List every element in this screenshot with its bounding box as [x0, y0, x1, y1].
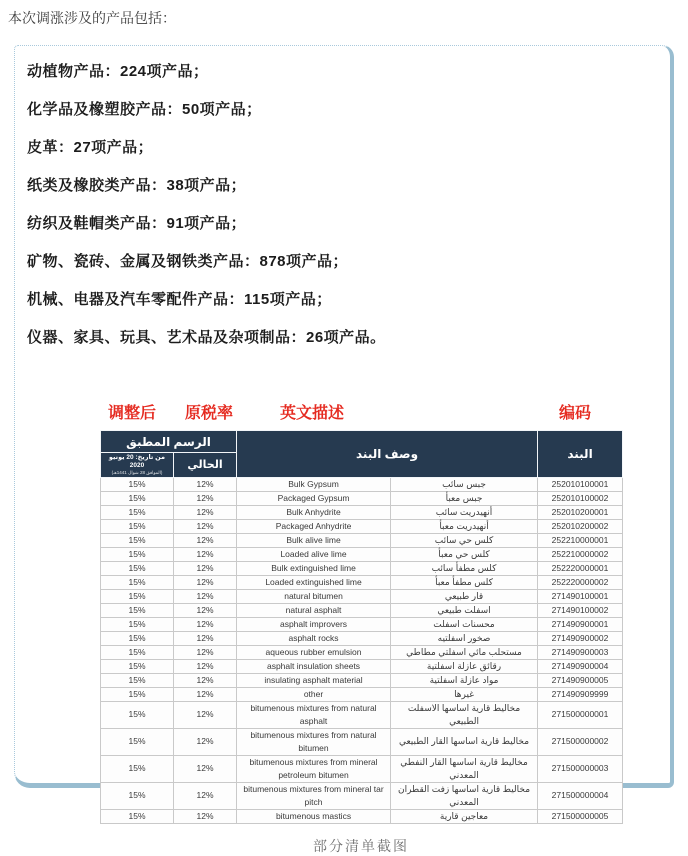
cell-old-rate: 12% [174, 505, 237, 519]
cell-arabic-description: جبس سائب [391, 477, 538, 491]
summary-item: 机械、电器及汽车零配件产品：115项产品； [27, 291, 332, 308]
cell-old-rate: 12% [174, 589, 237, 603]
cell-english-description: natural bitumen [237, 589, 391, 603]
cell-old-rate: 12% [174, 533, 237, 547]
cell-old-rate: 12% [174, 701, 237, 728]
summary-item: 纸类及橡胶类产品：38项产品； [27, 177, 247, 194]
summary-item: 皮革：27项产品； [27, 139, 154, 156]
summary-item: 矿物、瓷砖、金属及钢铁类产品：878项产品； [27, 253, 349, 270]
cell-item-code: 271490900002 [538, 631, 623, 645]
annotation-labels [100, 400, 622, 430]
cell-item-code: 252010100002 [538, 491, 623, 505]
cell-old-rate: 12% [174, 547, 237, 561]
annotation-original-rate: 原税率 [185, 405, 234, 422]
cell-old-rate: 12% [174, 631, 237, 645]
cell-new-rate: 15% [101, 687, 174, 701]
cell-old-rate: 12% [174, 561, 237, 575]
cell-item-code: 271490900003 [538, 645, 623, 659]
table-row [101, 505, 623, 519]
header-item-code: البند [538, 431, 623, 478]
cell-english-description: Bulk alive lime [237, 533, 391, 547]
table-row [101, 755, 623, 782]
cell-item-code: 271490900001 [538, 617, 623, 631]
cell-arabic-description: معاجين قارية [391, 809, 538, 823]
cell-new-rate: 15% [101, 673, 174, 687]
table-row [101, 589, 623, 603]
table-row [101, 491, 623, 505]
header-applied-fee: الرسم المطبق [101, 431, 237, 453]
cell-english-description: bitumenous mixtures from mineral tar pitch [237, 782, 391, 809]
cell-item-code: 271490909999 [538, 687, 623, 701]
cell-arabic-description: مخاليط قارية اساسها زفت القطران المعدني [391, 782, 538, 809]
cell-new-rate: 15% [101, 645, 174, 659]
annotation-english-description: 英文描述 [280, 405, 345, 422]
cell-arabic-description: كلس حي سائب [391, 533, 538, 547]
table-row [101, 617, 623, 631]
cell-new-rate: 15% [101, 631, 174, 645]
cell-new-rate: 15% [101, 491, 174, 505]
table-row [101, 687, 623, 701]
header-from-date [101, 453, 174, 478]
cell-old-rate: 12% [174, 519, 237, 533]
cell-arabic-description: مخاليط قارية اساسها القار الطبيعي [391, 728, 538, 755]
table-row [101, 809, 623, 823]
table-row [101, 645, 623, 659]
cell-old-rate: 12% [174, 477, 237, 491]
header-item-description: وصف البند [237, 431, 538, 478]
cell-arabic-description: محسنات اسفلت [391, 617, 538, 631]
cell-english-description: Bulk extinguished lime [237, 561, 391, 575]
cell-new-rate: 15% [101, 755, 174, 782]
cell-arabic-description: مخاليط قارية اساسها القار النفطي المعدني [391, 755, 538, 782]
cell-new-rate: 15% [101, 575, 174, 589]
cell-old-rate: 12% [174, 617, 237, 631]
summary-item: 纺织及鞋帽类产品：91项产品； [27, 215, 247, 232]
cell-item-code: 271490100002 [538, 603, 623, 617]
intro-text: 本次调涨涉及的产品包括： [8, 10, 176, 26]
cell-arabic-description: مواد عازلة اسفلتية [391, 673, 538, 687]
summary-item: 动植物产品：224项产品； [27, 63, 209, 80]
cell-new-rate: 15% [101, 561, 174, 575]
cell-english-description: bitumenous mixtures from natural bitumen [237, 728, 391, 755]
cell-item-code: 271490900004 [538, 659, 623, 673]
table-row [101, 603, 623, 617]
header-from-date-text: من تاريخ: 20 يونيو 2020 [108, 454, 166, 470]
cell-arabic-description: اسفلت طبيعي [391, 603, 538, 617]
cell-old-rate: 12% [174, 673, 237, 687]
cell-english-description: Packaged Gypsum [237, 491, 391, 505]
table-row [101, 782, 623, 809]
cell-new-rate: 15% [101, 809, 174, 823]
summary-item: 化学品及橡塑胶产品：50项产品； [27, 101, 262, 118]
cell-arabic-description: كلس حي معبأ [391, 547, 538, 561]
cell-old-rate: 12% [174, 809, 237, 823]
cell-arabic-description: قار طبيعي [391, 589, 538, 603]
cell-old-rate: 12% [174, 645, 237, 659]
cell-arabic-description: جبس معبأ [391, 491, 538, 505]
cell-arabic-description: غيرها [391, 687, 538, 701]
header-current-rate: الحالي [174, 453, 237, 478]
table-row [101, 561, 623, 575]
table-caption: 部分清单截图 [313, 837, 409, 854]
table-row [101, 533, 623, 547]
cell-arabic-description: أنهيدريت سائب [391, 505, 538, 519]
cell-english-description: Loaded alive lime [237, 547, 391, 561]
cell-arabic-description: كلس مطفأ سائب [391, 561, 538, 575]
cell-old-rate: 12% [174, 755, 237, 782]
cell-item-code: 252220000002 [538, 575, 623, 589]
cell-item-code: 271490100001 [538, 589, 623, 603]
cell-arabic-description: مخاليط قارية اساسها الاسفلت الطبيعي [391, 701, 538, 728]
cell-arabic-description: رقائق عازلة اسفلتية [391, 659, 538, 673]
cell-item-code: 271500000001 [538, 701, 623, 728]
cell-english-description: other [237, 687, 391, 701]
cell-old-rate: 12% [174, 491, 237, 505]
cell-english-description: asphalt insulation sheets [237, 659, 391, 673]
cell-arabic-description: صخور اسفلتيه [391, 631, 538, 645]
cell-old-rate: 12% [174, 728, 237, 755]
summary-item: 仪器、家具、玩具、艺术品及杂项制品：26项产品。 [27, 329, 386, 346]
cell-new-rate: 15% [101, 701, 174, 728]
cell-new-rate: 15% [101, 519, 174, 533]
table-row [101, 631, 623, 645]
tariff-table-section [100, 400, 622, 856]
cell-old-rate: 12% [174, 659, 237, 673]
tariff-table [100, 430, 623, 824]
table-row [101, 477, 623, 491]
cell-english-description: bitumenous mastics [237, 809, 391, 823]
table-row [101, 659, 623, 673]
cell-english-description: bitumenous mixtures from natural asphalt [237, 701, 391, 728]
summary-box [14, 45, 674, 854]
cell-english-description: bitumenous mixtures from mineral petroleum bitumen [237, 755, 391, 782]
cell-english-description: asphalt improvers [237, 617, 391, 631]
table-row [101, 519, 623, 533]
cell-new-rate: 15% [101, 547, 174, 561]
cell-item-code: 252010100001 [538, 477, 623, 491]
cell-item-code: 252010200001 [538, 505, 623, 519]
cell-item-code: 271500000005 [538, 809, 623, 823]
summary-list [15, 46, 670, 361]
cell-new-rate: 15% [101, 589, 174, 603]
cell-english-description: asphalt rocks [237, 631, 391, 645]
cell-new-rate: 15% [101, 659, 174, 673]
cell-item-code: 252210000001 [538, 533, 623, 547]
table-row [101, 701, 623, 728]
cell-new-rate: 15% [101, 533, 174, 547]
cell-item-code: 252010200002 [538, 519, 623, 533]
cell-item-code: 271500000004 [538, 782, 623, 809]
cell-new-rate: 15% [101, 728, 174, 755]
cell-old-rate: 12% [174, 575, 237, 589]
annotation-code: 编码 [559, 405, 592, 422]
cell-new-rate: 15% [101, 782, 174, 809]
cell-old-rate: 12% [174, 687, 237, 701]
cell-english-description: Bulk Anhydrite [237, 505, 391, 519]
tariff-table-body [101, 477, 623, 823]
cell-arabic-description: أنهيدريت معبأ [391, 519, 538, 533]
cell-new-rate: 15% [101, 603, 174, 617]
cell-english-description: Bulk Gypsum [237, 477, 391, 491]
header-from-date-note: (الموافق 28 شوال 1441هـ) [111, 470, 163, 476]
cell-new-rate: 15% [101, 505, 174, 519]
cell-item-code: 271500000003 [538, 755, 623, 782]
cell-old-rate: 12% [174, 782, 237, 809]
cell-old-rate: 12% [174, 603, 237, 617]
cell-english-description: natural asphalt [237, 603, 391, 617]
table-row [101, 728, 623, 755]
cell-new-rate: 15% [101, 617, 174, 631]
cell-english-description: aqueous rubber emulsion [237, 645, 391, 659]
cell-item-code: 271500000002 [538, 728, 623, 755]
annotation-adjusted-rate: 调整后 [108, 405, 157, 422]
cell-arabic-description: مستحلب مائي اسفلتي مطاطي [391, 645, 538, 659]
table-row [101, 673, 623, 687]
cell-english-description: Loaded extinguished lime [237, 575, 391, 589]
cell-item-code: 271490900005 [538, 673, 623, 687]
cell-new-rate: 15% [101, 477, 174, 491]
table-row [101, 547, 623, 561]
cell-arabic-description: كلس مطفأ معبأ [391, 575, 538, 589]
cell-item-code: 252220000001 [538, 561, 623, 575]
cell-english-description: insulating asphalt material [237, 673, 391, 687]
cell-item-code: 252210000002 [538, 547, 623, 561]
cell-english-description: Packaged Anhydrite [237, 519, 391, 533]
table-row [101, 575, 623, 589]
